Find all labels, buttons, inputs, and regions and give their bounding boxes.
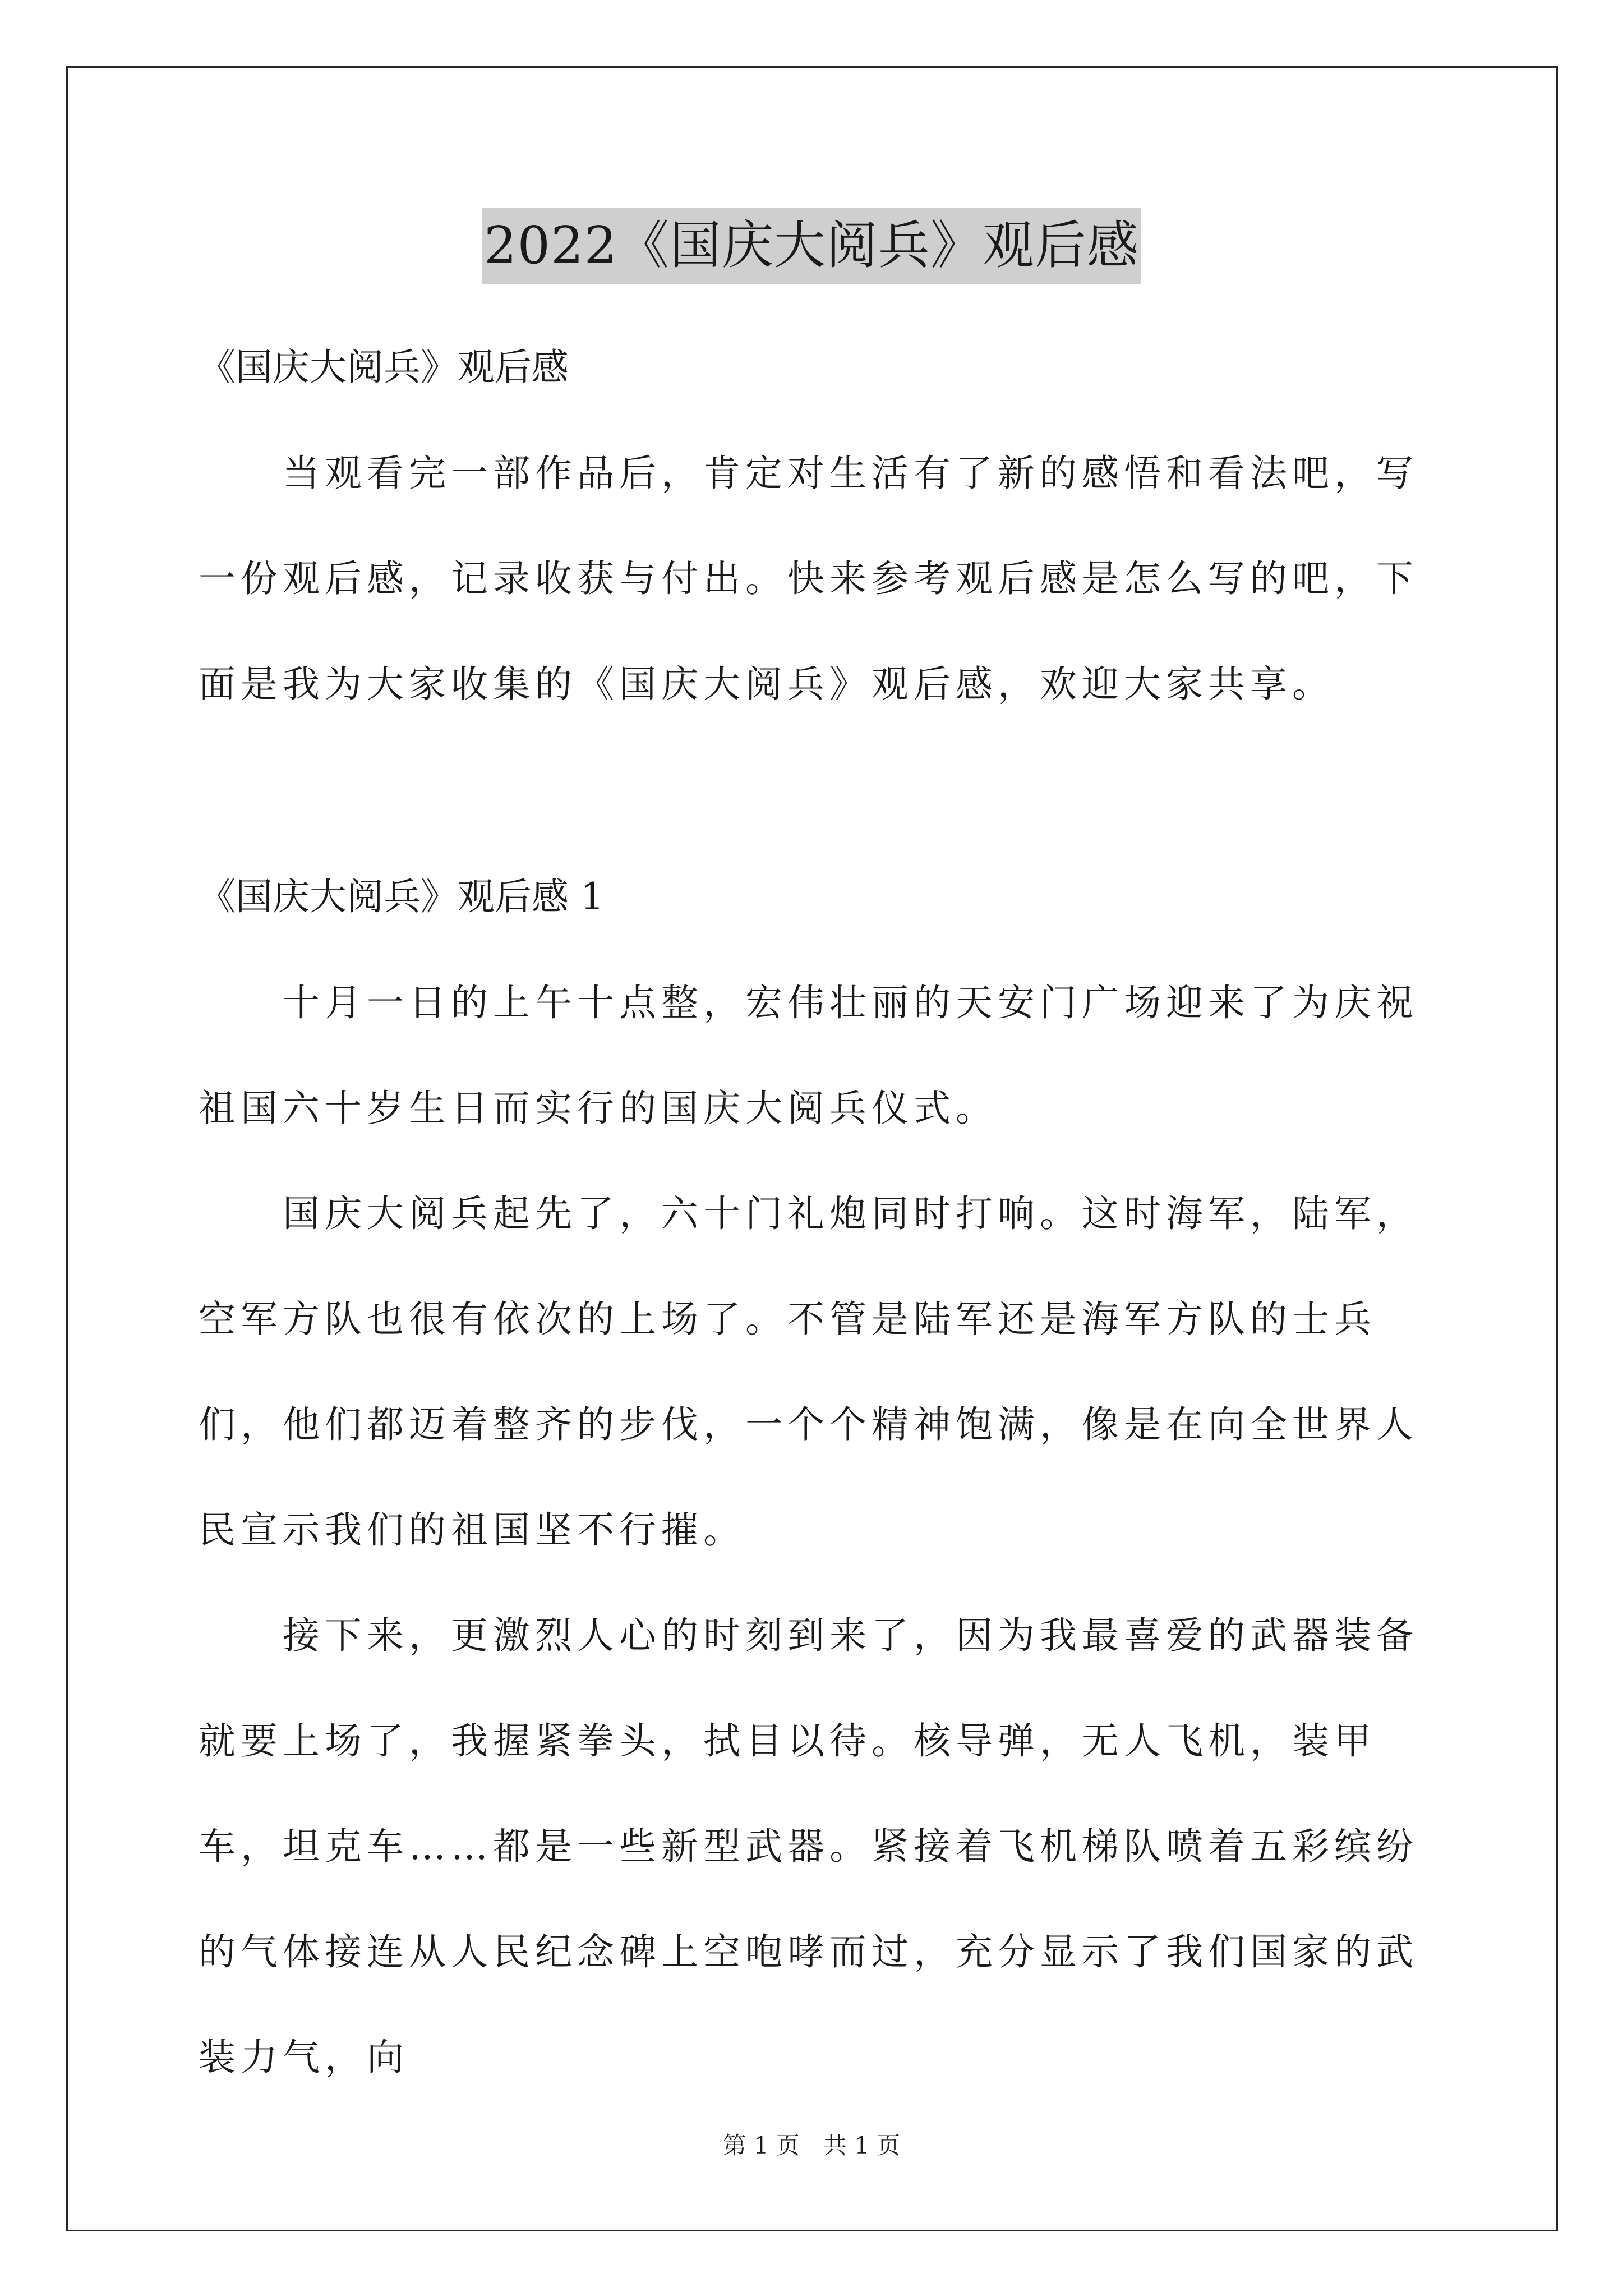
intro-heading: 《国庆大阅兵》观后感 xyxy=(199,346,569,389)
section-heading: 《国庆大阅兵》观后感 1 xyxy=(199,875,604,918)
body-paragraph-3: 接下来，更激烈人心的时刻到来了，因为我最喜爱的武器装备就要上场了，我握紧拳头，拭目以待。核导弹，无人飞机，装甲车，坦克车……都是一些新型武器。紧接着飞机梯队喷着五彩缤纷的气体接连从人民纪念碑上空咆哮而过，充分显示了我们国家的武装力气，向 xyxy=(199,1614,1418,2079)
title-container xyxy=(0,208,1623,284)
page-footer: 第 1 页 共 1 页 xyxy=(722,2132,901,2159)
body-paragraph-1: 十月一日的上午十点整，宏伟壮丽的天安门广场迎来了为庆祝祖国六十岁生日而实行的国庆大阅兵仪式。 xyxy=(199,981,1418,1130)
intro-paragraph: 当观看完一部作品后，肯定对生活有了新的感悟和看法吧，写一份观后感，记录收获与付出。快来参考观后感是怎么写的吧，下面是我为大家收集的《国庆大阅兵》观后感，欢迎大家共享。 xyxy=(199,452,1418,706)
section-gap xyxy=(199,737,1427,844)
body-paragraph-2: 国庆大阅兵起先了，六十门礼炮同时打响。这时海军，陆军，空军方队也很有依次的上场了。不管是陆军还是海军方队的士兵们，他们都迈着整齐的步伐，一个个精神饱满，像是在向全世界人民宣示我们的祖国坚不行摧。 xyxy=(199,1192,1418,1552)
document-body xyxy=(199,314,1427,2110)
document-title: 2022《国庆大阅兵》观后感 xyxy=(482,208,1141,284)
